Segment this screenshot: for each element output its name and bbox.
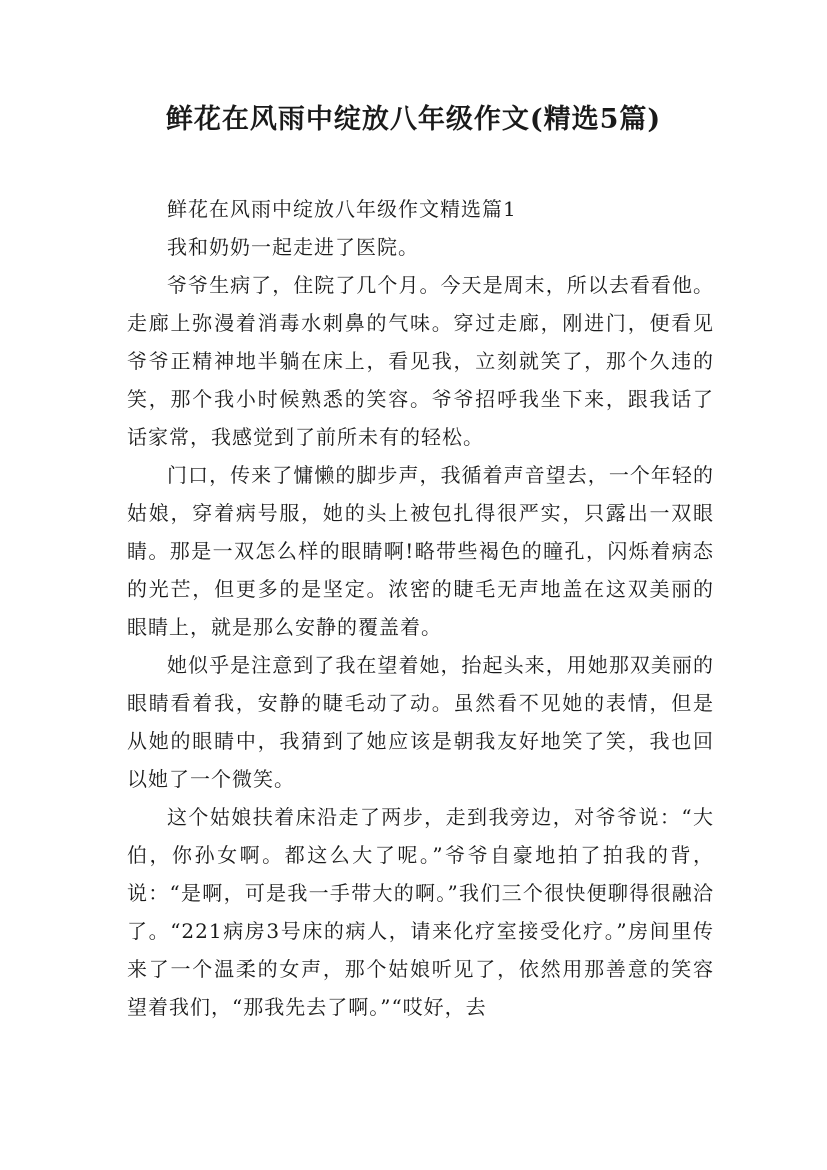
paragraph: 她似乎是注意到了我在望着她，抬起头来，用她那双美丽的眼睛看着我，安静的睫毛动了动。虽然看不见她的表情，但是从她的眼睛中，我猜到了她应该是朝我友好地笑了笑，我也回以她了一个微笑。	[127, 653, 714, 791]
paragraph: 我和奶奶一起走进了医院。	[167, 235, 419, 259]
paragraph: 这个姑娘扶着床沿走了两步，走到我旁边，对爷爷说：“大伯，你孙女啊。都这么大了呢。”爷爷自豪地拍了拍我的背，说：“是啊，可是我一手带大的啊。”我们三个很快便聊得很融洽了。“221病房3号床的病人，请来化疗室接受化疗。”房间里传来了一个温柔的女声，那个姑娘听见了，依然用那善意的笑容望着我们，“那我先去了啊。”“哎好，去	[127, 805, 714, 1019]
paragraph: 门口，传来了慵懒的脚步声，我循着声音望去，一个年轻的姑娘，穿着病号服，她的头上被包扎得很严实，只露出一双眼睛。那是一双怎么样的眼睛啊!略带些褐色的瞳孔，闪烁着病态的光芒，但更多的是坚定。浓密的睫毛无声地盖在这双美丽的眼睛上，就是那么安静的覆盖着。	[127, 463, 714, 639]
document-title: 鲜花在风雨中绽放八年级作文(精选5篇)	[165, 104, 662, 135]
document-body	[127, 190, 714, 1026]
section-heading: 鲜花在风雨中绽放八年级作文精选篇1	[167, 197, 517, 221]
paragraph: 爷爷生病了，住院了几个月。今天是周末，所以去看看他。走廊上弥漫着消毒水刺鼻的气味。穿过走廊，刚进门，便看见爷爷正精神地半躺在床上，看见我，立刻就笑了，那个久违的笑，那个我小时候熟悉的笑容。爷爷招呼我坐下来，跟我话了话家常，我感觉到了前所未有的轻松。	[127, 273, 714, 449]
